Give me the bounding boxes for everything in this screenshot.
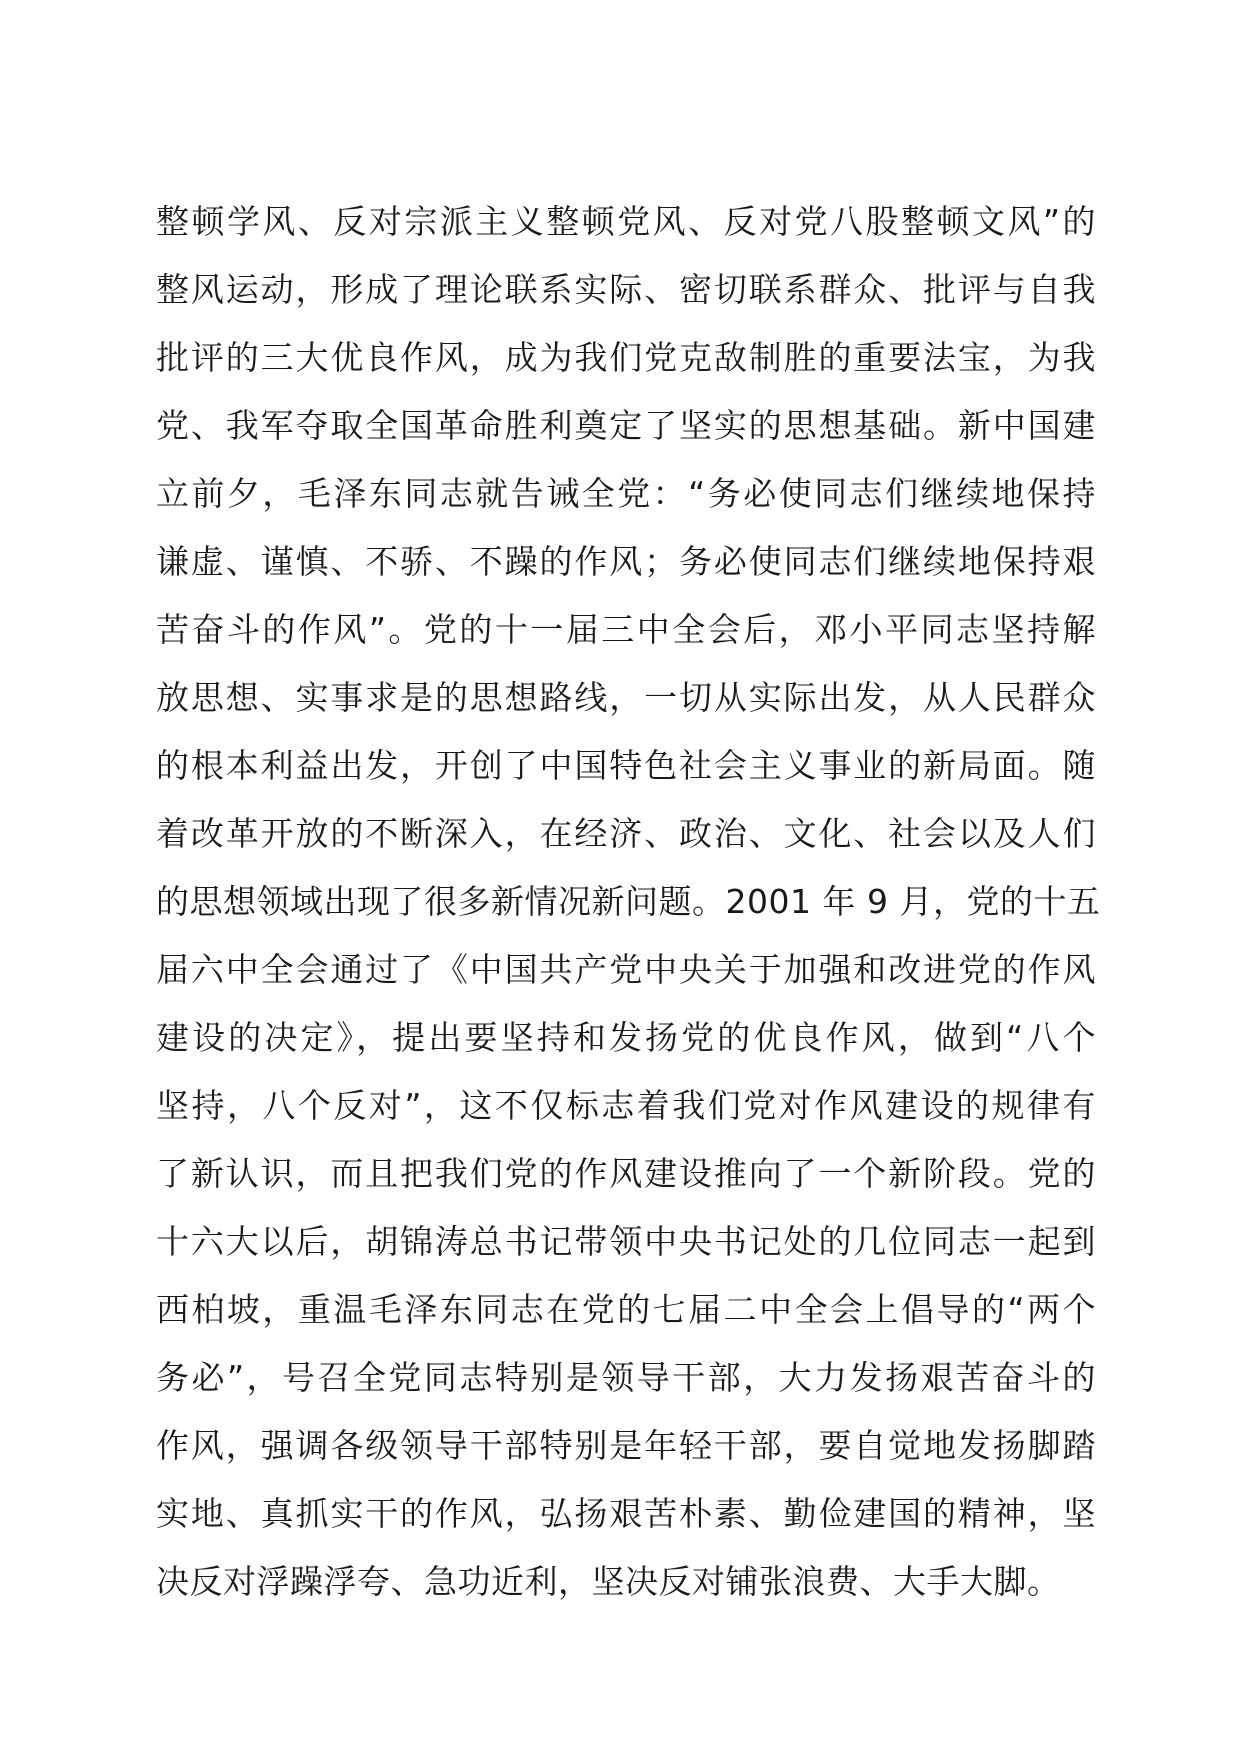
- text-line: 批评的三大优良作风，成为我们党克敌制胜的重要法宝，为我: [156, 338, 1096, 377]
- text-line: 整顿学风、反对宗派主义整顿党风、反对党八股整顿文风”的: [156, 202, 1096, 241]
- text-line: 谦虚、谨慎、不骄、不躁的作风；务必使同志们继续地保持艰: [156, 542, 1096, 581]
- text-line: 坚持，八个反对”，这不仅标志着我们党对作风建设的规律有: [156, 1086, 1096, 1125]
- text-line: 作风，强调各级领导干部特别是年轻干部，要自觉地发扬脚踏: [156, 1426, 1096, 1465]
- text-line: 整风运动，形成了理论联系实际、密切联系群众、批评与自我: [156, 270, 1096, 309]
- text-line: 苦奋斗的作风”。党的十一届三中全会后，邓小平同志坚持解: [156, 610, 1096, 649]
- text-line: 党、我军夺取全国革命胜利奠定了坚实的思想基础。新中国建: [156, 406, 1096, 445]
- text-line: 的思想领域出现了很多新情况新问题。2001 年 9 月，党的十五: [156, 882, 1101, 921]
- text-line: 西柏坡，重温毛泽东同志在党的七届二中全会上倡导的“两个: [156, 1290, 1096, 1329]
- text-line: 着改革开放的不断深入，在经济、政治、文化、社会以及人们: [156, 814, 1096, 853]
- text-line: 届六中全会通过了《中国共产党中央关于加强和改进党的作风: [156, 950, 1096, 989]
- text-line: 十六大以后，胡锦涛总书记带领中央书记处的几位同志一起到: [156, 1222, 1096, 1261]
- text-line: 了新认识，而且把我们党的作风建设推向了一个新阶段。党的: [156, 1154, 1096, 1193]
- body-paragraph: [156, 188, 1101, 1616]
- text-line: 实地、真抓实干的作风，弘扬艰苦朴素、勤俭建国的精神，坚: [156, 1494, 1096, 1533]
- text-line: 的根本利益出发，开创了中国特色社会主义事业的新局面。随: [156, 746, 1096, 785]
- text-line: 立前夕，毛泽东同志就告诫全党：“务必使同志们继续地保持: [156, 474, 1096, 513]
- text-line: 决反对浮躁浮夸、急功近利，坚决反对铺张浪费、大手大脚。: [156, 1562, 1061, 1601]
- text-line: 建设的决定》，提出要坚持和发扬党的优良作风，做到“八个: [156, 1018, 1096, 1057]
- text-line: 放思想、实事求是的思想路线，一切从实际出发，从人民群众: [156, 678, 1096, 717]
- text-line: 务必”，号召全党同志特别是领导干部，大力发扬艰苦奋斗的: [156, 1358, 1096, 1397]
